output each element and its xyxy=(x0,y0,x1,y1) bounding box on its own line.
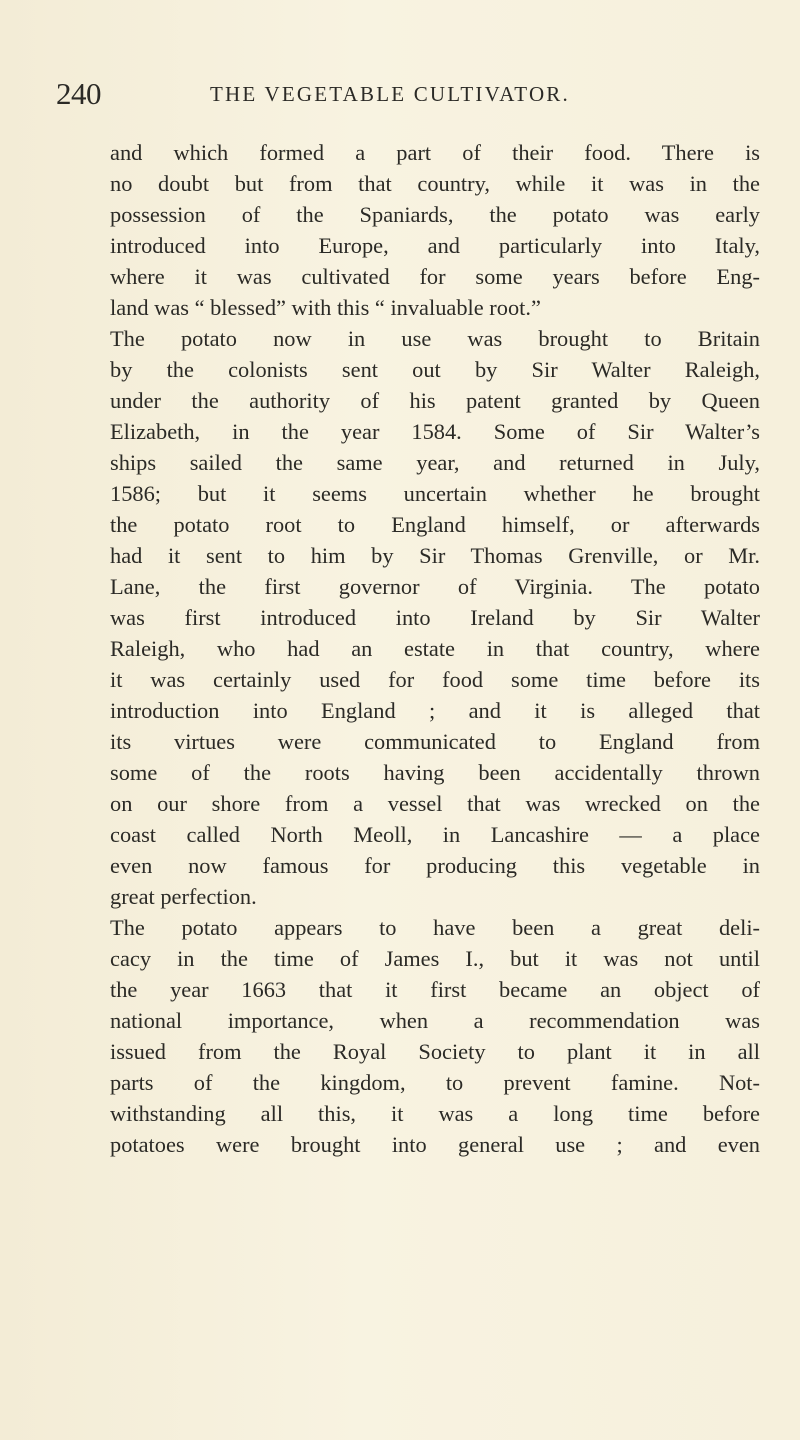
text-line: cacy in the time of James I., but it was not until xyxy=(110,946,760,971)
page-number: 240 xyxy=(56,76,101,111)
text-line: and which formed a part of their food. There is xyxy=(110,140,760,165)
paragraph-2 xyxy=(110,323,760,912)
text-line: issued from the Royal Society to plant it in all xyxy=(110,1039,760,1064)
text-line: The potato now in use was brought to Britain xyxy=(110,326,760,351)
text-line: by the colonists sent out by Sir Walter Raleigh, xyxy=(110,357,760,382)
text-line: great perfection. xyxy=(110,884,257,909)
text-line: Raleigh, who had an estate in that country, where xyxy=(110,636,760,661)
text-line: had it sent to him by Sir Thomas Grenville, or Mr. xyxy=(110,543,760,568)
text-line: ships sailed the same year, and returned in July, xyxy=(110,450,760,475)
paragraph-1 xyxy=(110,137,760,323)
text-line: was first introduced into Ireland by Sir Walter xyxy=(110,605,760,630)
text-line: coast called North Meoll, in Lancashire — a place xyxy=(110,822,760,847)
text-line: Elizabeth, in the year 1584. Some of Sir Walter’s xyxy=(110,419,760,444)
text-line: Lane, the first governor of Virginia. The potato xyxy=(110,574,760,599)
text-line: national importance, when a recommendation was xyxy=(110,1008,760,1033)
running-head xyxy=(56,76,756,116)
text-line: no doubt but from that country, while it was in the xyxy=(110,171,760,196)
text-line: on our shore from a vessel that was wrecked on the xyxy=(110,791,760,816)
running-title: THE VEGETABLE CULTIVATOR. xyxy=(210,82,570,106)
text-line: parts of the kingdom, to prevent famine. Not- xyxy=(110,1070,760,1095)
text-line: 1586; but it seems uncertain whether he brought xyxy=(110,481,760,506)
text-line: under the authority of his patent granted by Queen xyxy=(110,388,760,413)
text-line: where it was cultivated for some years before Eng- xyxy=(110,264,760,289)
paragraph-3 xyxy=(110,912,760,1160)
text-line: The potato appears to have been a great deli- xyxy=(110,915,760,940)
text-line: its virtues were communicated to England from xyxy=(110,729,760,754)
text-line: land was “ blessed” with this “ invaluable root.” xyxy=(110,295,541,320)
text-line: introduced into Europe, and particularly into Italy, xyxy=(110,233,760,258)
text-line: the potato root to England himself, or afterwards xyxy=(110,512,760,537)
text-line: possession of the Spaniards, the potato was early xyxy=(110,202,760,227)
text-line: introduction into England ; and it is alleged that xyxy=(110,698,760,723)
text-line: even now famous for producing this vegetable in xyxy=(110,853,760,878)
text-line: withstanding all this, it was a long time before xyxy=(110,1101,760,1126)
text-line: it was certainly used for food some time before its xyxy=(110,667,760,692)
text-line: potatoes were brought into general use ; and even xyxy=(110,1132,760,1157)
body-text xyxy=(110,137,760,1160)
text-line: the year 1663 that it first became an object of xyxy=(110,977,760,1002)
text-line: some of the roots having been accidentally thrown xyxy=(110,760,760,785)
